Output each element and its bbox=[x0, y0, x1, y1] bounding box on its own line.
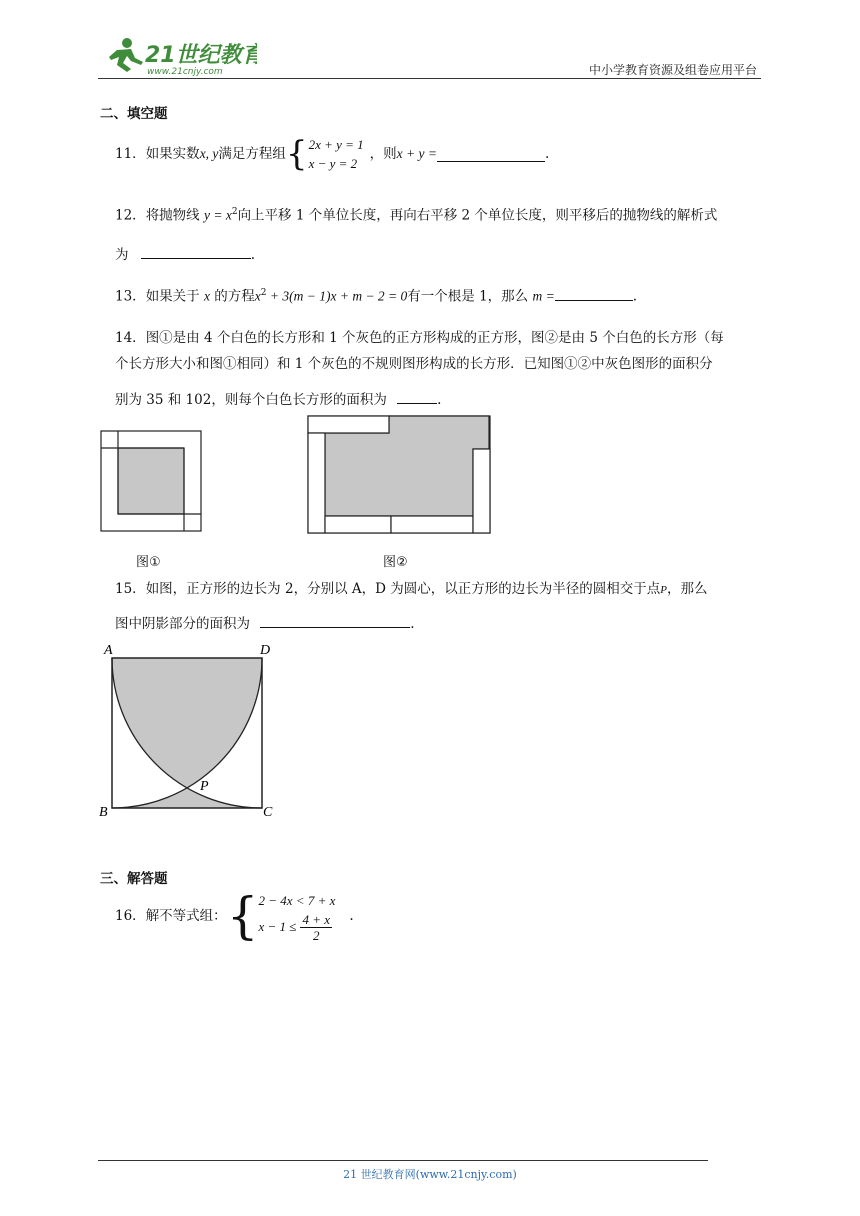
q13-number: 13． bbox=[115, 288, 146, 305]
figure-2 bbox=[307, 415, 491, 539]
question-15 bbox=[115, 580, 707, 599]
q13-answer-blank[interactable] bbox=[555, 286, 633, 301]
question-13 bbox=[115, 284, 637, 306]
question-16 bbox=[115, 888, 354, 944]
figure-2-caption: 图② bbox=[383, 555, 408, 570]
q14-line2: 个长方形大小和图①相同）和 1 个灰色的不规则图形构成的长方形．已知图①②中灰色图形的面积分 bbox=[115, 356, 713, 372]
q12-pre: 将抛物线 bbox=[145, 207, 200, 224]
q12-number: 12． bbox=[115, 207, 146, 224]
q13-post: 有一个根是 1，那么 bbox=[407, 288, 529, 305]
q12-func: y = x bbox=[203, 207, 232, 223]
label-A: A bbox=[104, 643, 113, 658]
q11-vars: x, y bbox=[199, 146, 219, 161]
q15-end: . bbox=[410, 616, 415, 632]
logo-url: www.21cnjy.com bbox=[147, 67, 223, 77]
q15-answer-blank[interactable] bbox=[260, 613, 410, 628]
q15-line1: 如图，正方形的边长为 2，分别以 A，D 为圆心，以正方形的边长为半径的圆相交于点 bbox=[145, 581, 661, 597]
q13-end: . bbox=[632, 288, 638, 305]
q15-line2: 图中阴影部分的面积为 bbox=[115, 616, 250, 632]
q14-line3: 别为 35 和 102，则每个白色长方形的面积为 bbox=[115, 392, 387, 408]
q16-end: . bbox=[349, 908, 354, 924]
q14-end: . bbox=[437, 392, 442, 408]
q15-number: 15． bbox=[115, 581, 146, 597]
question-14-line3 bbox=[115, 389, 441, 409]
q11-number: 11． bbox=[115, 146, 146, 162]
footer-text[interactable]: 21 世纪教育网(www.21cnjy.com) bbox=[343, 1168, 517, 1181]
label-D: D bbox=[260, 643, 271, 658]
q14-line1: 图①是由 4 个白色的长方形和 1 个灰色的正方形构成的正方形，图②是由 5 个白色的长方形（每 bbox=[145, 330, 724, 346]
q11-pre: 如果实数 bbox=[145, 146, 200, 162]
logo-text: 21世纪教育 bbox=[145, 43, 257, 68]
q16-ineq2-left: x − 1 ≤ bbox=[258, 919, 297, 934]
q11-answer-blank[interactable] bbox=[437, 147, 545, 162]
q16-frac-top: 4 + x bbox=[302, 911, 330, 927]
question-12 bbox=[115, 203, 717, 225]
q16-ineq1: 2 − 4x < 7 + x bbox=[258, 892, 336, 908]
question-11 bbox=[115, 135, 549, 173]
q13-mid: 的方程 bbox=[214, 288, 255, 305]
question-12-line2 bbox=[115, 244, 255, 264]
logo bbox=[97, 36, 257, 78]
q14-number: 14． bbox=[115, 330, 146, 346]
q13-pre: 如果关于 bbox=[145, 288, 200, 305]
question-14 bbox=[115, 321, 765, 355]
section-title-solve: 三、解答题 bbox=[100, 871, 168, 887]
q13-eq-a: x bbox=[254, 288, 261, 304]
q11-post: ，则 bbox=[369, 146, 397, 162]
q13-ask: m = bbox=[532, 288, 555, 304]
q16-frac-bottom: 2 bbox=[312, 927, 320, 943]
q16-pre: 解不等式组： bbox=[145, 908, 227, 924]
footer-divider bbox=[98, 1160, 708, 1161]
q11-ask: x + y = bbox=[396, 146, 437, 161]
q12-line2: 为 bbox=[115, 247, 129, 263]
question-15-line2 bbox=[115, 613, 415, 633]
q13-var: x bbox=[203, 288, 210, 304]
q15-point: P bbox=[660, 584, 667, 596]
label-B: B bbox=[99, 805, 108, 820]
q13-eq-sup: 2 bbox=[260, 288, 267, 298]
label-C: C bbox=[263, 805, 273, 820]
q11-end: . bbox=[545, 146, 550, 162]
label-P: P bbox=[200, 779, 209, 794]
header-divider bbox=[98, 78, 761, 79]
figure-1 bbox=[100, 430, 202, 538]
figure-1-caption: 图① bbox=[136, 555, 161, 570]
q13-eq-b: + 3(m − 1)x + m − 2 = 0 bbox=[266, 288, 408, 304]
q16-brace: { bbox=[226, 887, 259, 945]
q12-post: 向上平移 1 个单位长度，再向右平移 2 个单位长度，则平移后的抛物线的解析式 bbox=[237, 207, 718, 224]
q11-eq1: 2x + y = 1 bbox=[308, 137, 364, 152]
q11-brace: { bbox=[285, 134, 308, 174]
q12-sup: 2 bbox=[231, 207, 238, 217]
q12-answer-blank[interactable] bbox=[141, 244, 251, 259]
q12-end: . bbox=[250, 247, 256, 263]
q14-answer-blank[interactable] bbox=[397, 389, 437, 404]
q15-line1-end: ，那么 bbox=[666, 581, 708, 597]
section-title-fill-blank: 二、填空题 bbox=[100, 106, 168, 122]
q11-mid: 满足方程组 bbox=[218, 146, 286, 162]
q16-number: 16． bbox=[115, 908, 146, 924]
figure-15 bbox=[96, 638, 286, 826]
q11-eq2: x − y = 2 bbox=[308, 156, 358, 171]
platform-name: 中小学教育资源及组卷应用平台 bbox=[588, 63, 757, 77]
